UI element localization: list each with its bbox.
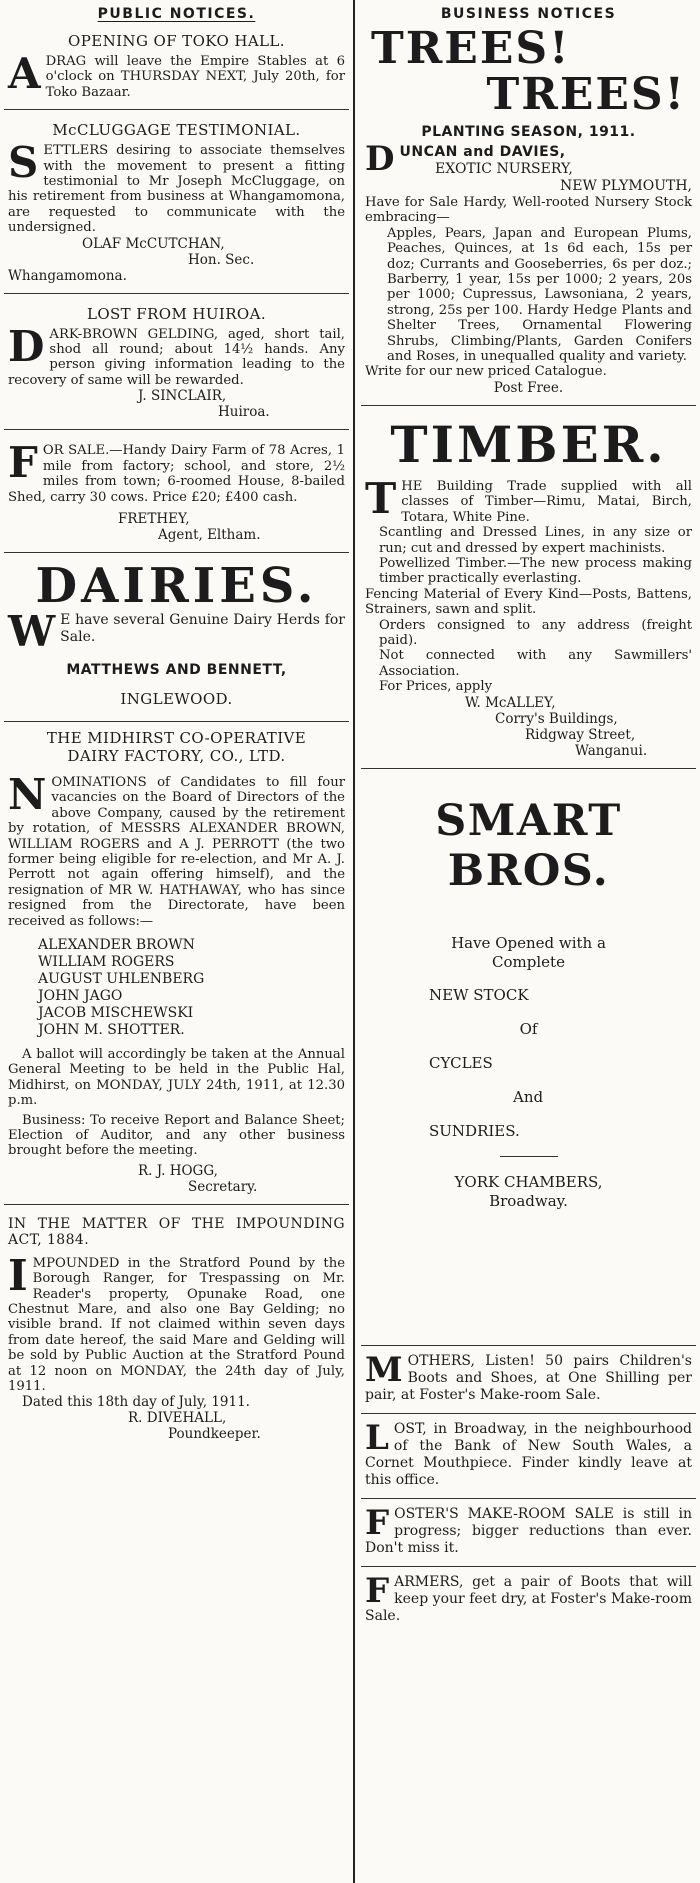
public-notices-column — [0, 0, 353, 1446]
nursery-name: EXOTIC NURSERY, — [435, 161, 573, 177]
toko-hall-notice — [0, 26, 353, 104]
lost-mouthpiece-advert — [357, 1419, 700, 1493]
business-notices-header: BUSINESS NOTICES — [440, 6, 617, 22]
candidate-list — [8, 937, 345, 1039]
candidate-name: JACOB MISCHEWSKI — [38, 1004, 194, 1021]
column-divider — [353, 0, 355, 1883]
foster-sale-body: OSTER'S MAKE-ROOM SALE is still in progress; bigger reductions than ever. Don't miss it. — [365, 1505, 692, 1556]
smart-line: Have Opened with a — [451, 933, 606, 952]
trees-intro: Have for Sale Hardy, Well-rooted Nursery Stock embracing— — [365, 195, 692, 226]
drop-cap: D — [8, 321, 45, 371]
timber-body-4: Fencing Material of Every Kind—Posts, Battens, Strainers, sawn and split. — [365, 586, 692, 618]
divider — [361, 1413, 696, 1414]
signature-name: W. McALLEY, — [465, 694, 556, 711]
drop-cap: A — [8, 49, 41, 98]
drop-cap: N — [8, 769, 47, 819]
nursery-place: NEW PLYMOUTH, — [560, 178, 692, 194]
mothers-body: OTHERS, Listen! 50 pairs Children's Boots and Shoes, at One Shilling per pair, at Foster's Make-room Sale. — [365, 1352, 692, 1403]
smart-bros-title: SMART BROS. — [435, 795, 622, 896]
divider — [4, 552, 349, 553]
mccluggage-notice — [0, 115, 353, 287]
trees-headline-2: TREES! — [486, 69, 686, 120]
lost-huiroa-notice — [0, 299, 353, 425]
timber-body-3: Powellized Timber.—The new process making timber practically everlasting. — [379, 555, 692, 587]
impounding-title: IN THE MATTER OF THE IMPOUNDING ACT, 1884. — [8, 1215, 345, 1248]
timber-title: TIMBER. — [390, 414, 667, 474]
signature-place: Wanganui. — [575, 742, 648, 759]
for-sale-notice — [0, 435, 353, 547]
smart-address: YORK CHAMBERS, — [454, 1172, 603, 1191]
smart-line: Of — [519, 1019, 538, 1038]
smart-line: And — [513, 1087, 544, 1106]
lost-huiroa-body: ARK-BROWN GELDING, aged, short tail, shod all round; about 14½ hands. Any person giving information leading to the recovery of same will be rewarded. — [8, 326, 345, 388]
signature-name: FRETHEY, — [118, 510, 190, 527]
divider — [4, 109, 349, 110]
candidate-name: JOHN M. SHOTTER. — [38, 1021, 185, 1038]
smart-bros-advert — [357, 774, 700, 1340]
divider — [361, 405, 696, 406]
lost-huiroa-title: LOST FROM HUIROA. — [86, 304, 267, 323]
mccluggage-body: ETTLERS desiring to associate themselves with the movement to present a fitting testimonial to Mr Joseph McCluggage, on his retirement from business at Whangamomona, are requested to communicate with the undersigned. — [8, 143, 345, 236]
candidate-name: AUGUST UHLENBERG — [38, 970, 205, 987]
drop-cap: M — [365, 1349, 403, 1390]
candidate-name: JOHN JAGO — [38, 987, 123, 1004]
signature-place: Agent, Eltham. — [158, 526, 261, 543]
dairies-place: INGLEWOOD. — [120, 689, 233, 708]
signature-name: J. SINCLAIR, — [138, 388, 227, 405]
signature-address: Corry's Buildings, — [495, 710, 618, 727]
candidate-name: WILLIAM ROGERS — [38, 953, 175, 970]
farmers-advert — [357, 1572, 700, 1629]
smart-address: Broadway. — [489, 1191, 568, 1210]
signature-place: Whangamomona. — [8, 267, 127, 284]
smart-line: NEW STOCK — [429, 985, 529, 1004]
smart-line: SUNDRIES. — [429, 1121, 520, 1140]
impounding-dated: Dated this 18th day of July, 1911. — [22, 1394, 250, 1411]
dairies-title: DAIRIES. — [35, 557, 318, 614]
trees-advert — [357, 23, 700, 400]
midhirst-business: Business: To receive Report and Balance Sheet; Election of Auditor, and any other business brought before the meeting. — [8, 1112, 345, 1159]
divider — [361, 768, 696, 769]
midhirst-notice — [0, 727, 353, 1199]
lost-mouthpiece-body: OST, in Broadway, in the neighbourhood of the Bank of New South Wales, a Cornet Mouthpiece. Finder kindly leave at this office. — [365, 1420, 692, 1488]
trees-post-free: Post Free. — [493, 379, 564, 396]
farmers-body: ARMERS, get a pair of Boots that will keep your feet dry, at Foster's Make-room Sale. — [365, 1573, 692, 1624]
public-notices-header: PUBLIC NOTICES. — [97, 6, 256, 22]
toko-hall-body: DRAG will leave the Empire Stables at 6 o'clock on THURSDAY NEXT, July 20th, for Toko Bazaar. — [45, 54, 345, 100]
drop-cap: F — [8, 438, 38, 488]
drop-cap: S — [8, 138, 39, 188]
dairies-firm: MATTHEWS AND BENNETT, — [66, 661, 287, 678]
dairies-body: E have several Genuine Dairy Herds for Sale. — [60, 611, 345, 645]
divider — [4, 1204, 349, 1205]
foster-sale-advert — [357, 1504, 700, 1561]
divider — [361, 1566, 696, 1567]
timber-body-6: Not connected with any Sawmillers' Association. — [379, 648, 692, 679]
dairies-notice — [0, 558, 353, 716]
midhirst-title-2: DAIRY FACTORY, CO., LTD. — [67, 746, 286, 765]
trees-body: Apples, Pears, Japan and European Plums, Peaches, Quinces, at 1s 6d each, 15s per doz; Currants and Gooseberries, 6s per doz.; Barberry, 1 year, 15s per 1000; 2 years, 20s per 1000; Cupressus, Lawsoniana, 2 years, strong, 25s per 100. Hardy Hedge Plants and Shelter Trees, Ornamental Flowering Shrubs, Climbing/Plants, Garden Conifers and Roses, in unequalled quality and variety. — [387, 225, 692, 365]
trees-catalogue: Write for our new priced Catalogue. — [365, 364, 607, 380]
candidate-name: ALEXANDER BROWN — [38, 936, 195, 953]
timber-body-1: HE Building Trade supplied with all classes of Timber—Rimu, Matai, Birch, Totara, White Pine. — [401, 478, 692, 525]
drop-cap: F — [365, 1570, 390, 1611]
mothers-advert — [357, 1351, 700, 1408]
smart-line: Complete — [492, 952, 565, 971]
short-divider — [500, 1156, 558, 1157]
drop-cap: D — [365, 139, 395, 179]
signature-title: Hon. Sec. — [188, 251, 255, 268]
timber-body-5: Orders consigned to any address (freight paid). — [379, 617, 692, 648]
drop-cap: F — [365, 1502, 390, 1543]
impounding-body: MPOUNDED in the Stratford Pound by the Borough Ranger, for Trespassing on Mr. Reader's property, Opunake Road, one Chestnut Mare, and also one Bay Gelding; no visible brand. If not claimed within seven days from date hereof, the said Mare and Gelding will be sold by Public Auction at the Stratford Pound at 12 noon on MONDAY, the 24th day of July, 1911. — [8, 1255, 345, 1395]
timber-body-2: Scantling and Dressed Lines, in any size or run; cut and dressed by expert machinists. — [379, 525, 692, 556]
timber-body-7: For Prices, apply — [379, 679, 493, 695]
drop-cap: T — [365, 473, 397, 523]
timber-advert — [357, 411, 700, 763]
signature-title: Secretary. — [188, 1178, 258, 1195]
mccluggage-title: McCLUGGAGE TESTIMONIAL. — [52, 121, 301, 140]
planting-season: PLANTING SEASON, 1911. — [421, 124, 636, 140]
drop-cap: L — [365, 1417, 389, 1458]
signature-name: R. DIVEHALL, — [128, 1410, 227, 1427]
divider — [4, 429, 349, 430]
signature-name: OLAF McCUTCHAN, — [82, 235, 225, 252]
drop-cap: I — [8, 1250, 28, 1300]
divider — [361, 1498, 696, 1499]
midhirst-ballot: A ballot will accordingly be taken at the Annual General Meeting to be held in the Public Hal, Midhirst, on MONDAY, JULY 24th, 1911, at 12.30 p.m. — [8, 1046, 345, 1109]
midhirst-title-1: THE MIDHIRST CO-OPERATIVE — [46, 728, 307, 747]
divider — [361, 1345, 696, 1346]
drop-cap: W — [8, 606, 56, 656]
toko-hall-title: OPENING OF TOKO HALL. — [68, 32, 285, 50]
signature-name: R. J. HOGG, — [138, 1162, 218, 1179]
signature-place: Huiroa. — [218, 404, 270, 421]
nursery-firm: UNCAN and DAVIES, — [399, 144, 566, 160]
signature-title: Poundkeeper. — [168, 1426, 261, 1443]
signature-street: Ridgway Street, — [525, 726, 636, 743]
midhirst-body: OMINATIONS of Candidates to fill four vacancies on the Board of Directors of the above Company, caused by the retirement by rotation, of MESSRS ALEXANDER BROWN, WILLIAM ROGERS and A J. PERROTT (the two former being eligible for re-election, and Mr A. J. Perrott not again offering himself), and the resignation of MR W. HATHAWAY, who has since resigned from the Directorate, have been received as follows:— — [8, 774, 345, 929]
for-sale-body: OR SALE.—Handy Dairy Farm of 78 Acres, 1 mile from factory; school, and store, 2½ miles from town; 6-roomed House, 8-bailed Shed, carry 30 cows. Price £20; £400 cash. — [8, 443, 345, 505]
business-notices-column — [357, 0, 700, 1629]
trees-headline-1: TREES! — [371, 23, 571, 74]
divider — [4, 721, 349, 722]
divider — [4, 293, 349, 294]
impounding-notice — [0, 1210, 353, 1447]
smart-line: CYCLES — [429, 1053, 493, 1072]
